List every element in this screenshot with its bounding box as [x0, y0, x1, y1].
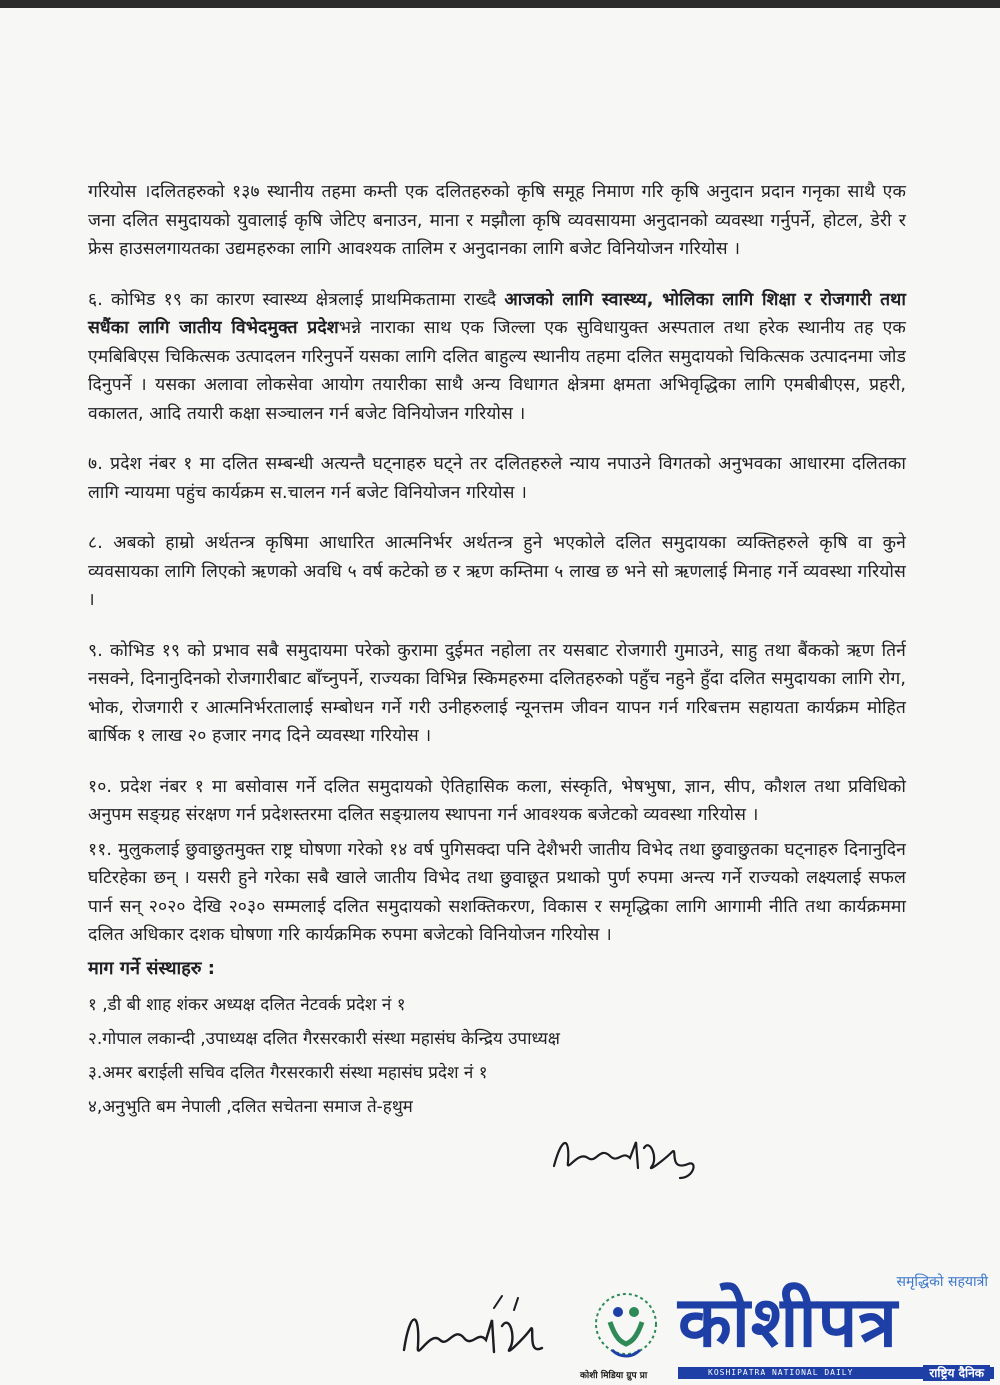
- handwritten-signature-top: [548, 1128, 708, 1184]
- signatory-item: ३.अमर बराईली सचिव दलित गैरसरकारी संस्था महासंघ प्रदेश नं १: [88, 1062, 488, 1083]
- paragraph-10: १०. प्रदेश नंबर १ मा बसोवास गर्ने दलित समुदायको ऐतिहासिक कला, संस्कृति, भेषभुषा, ज्ञान, सीप, कौशल तथा प्रविधिको अनुपम सङ्ग्रह संरक्षण गर्न प्रदेशस्तरमा दलित सङ्ग्रालय स्थापना गर्न आवश्यक बजेटको व्यवस्था गरियोस ।: [88, 776, 906, 825]
- paragraph-7: ७. प्रदेश नंबर १ मा दलित सम्बन्धी अत्यन्तै घट्नाहरु घट्ने तर दलितहरुले न्याय नपाउने विगतको अनुभवका आधारमा दलितका लागि न्यायमा पहुंच कार्यक्रम स.चालन गर्न बजेट विनियोजन गरियोस ।: [88, 454, 906, 503]
- signatory-item: ४,अनुभुति बम नेपाली ,दलित सचेतना समाज ते-हथुम: [88, 1096, 413, 1117]
- paragraph-continuation: गरियोस ।दलितहरुको १३७ स्थानीय तहमा कम्ती एक दलितहरुको कृषि समूह निमाण गरि कृषि अनुदान प्रदान गनृका साथै एक जना दलित समुदायको युवालाई कृषि जेटिए बनाउन, माना र मझौला कृषि व्यवसायमा अनुदानको व्यवस्था गर्नुपर्ने, होटल, डेरी र फ्रेस हाउसलगायतका उद्यमहरुका लागि आवश्यक तालिम र अनुदानका लागि बजेट विनियोजन गरियोस ।: [88, 182, 906, 259]
- document-body: [88, 178, 906, 1124]
- signatories-heading: माग गर्ने संस्थाहरु :: [88, 957, 215, 979]
- emblem-caption: कोशी मिडिया ग्रुप प्रा: [580, 1371, 648, 1381]
- newspaper-watermark: [580, 1268, 1000, 1385]
- paragraph-6-slogan: आजको लागि स्वास्थ्य, भोलिका लागि शिक्षा र रोजगारी तथा सधैंका लागि जातीय विभेदमुक्त प्रदेश: [88, 289, 906, 338]
- koshi-media-emblem-icon: [588, 1288, 664, 1368]
- brand-logo-text: कोशीपत्र: [678, 1281, 899, 1363]
- paragraph-11: ११. मुलुकलाई छुवाछुतमुक्त राष्ट्र घोषणा गरेको १४ वर्ष पुगिसक्दा पनि देशैभरी जातीय विभेद तथा छुवाछुतका घट्नाहरु दिनानुदिन घटिरहेका छन् । यसरी हुने गरेका सबै खाले जातीय विभेद तथा छुवाछूत प्रथाको पुर्ण रुपमा अन्त्य गर्ने राज्यको लक्ष्यलाई सफल पार्न सन् २०२० देखि २०३० सम्मलाई दलित समुदायको सशक्तिकरण, विकास र समृद्धिका लागि आगामी नीति तथा कार्यक्रममा दलित अधिकार दशक घोषणा गरि कार्यक्रमिक रुपमा बजेटको विनियोजन गरियोस ।: [88, 839, 906, 945]
- paragraph-6: [88, 286, 906, 429]
- signatory-item: १ ,डी बी शाह शंकर अध्यक्ष दलित नेटवर्क प्रदेश नं १: [88, 994, 406, 1015]
- paragraph-8: ८. अबको हाम्रो अर्थतन्त्र कृषिमा आधारित आत्मनिर्भर अर्थतन्त्र हुने भएकोले दलित समुदायका व्यक्तिहरुले कृषि वा कुने व्यवसायका लागि लिएको ऋणको अवधि ५ वर्ष कटेको छ र ऋण कम्तिमा ५ लाख छ भने सो ऋणलाई मिनाह गर्ने व्यवस्था गरियोस ।: [88, 533, 906, 610]
- brand-national-daily-tag: राष्ट्रिय दैनिक: [923, 1365, 990, 1381]
- brand-tagline: समृद्धिको सहयात्री: [896, 1274, 988, 1290]
- signatories-list: [88, 988, 906, 1124]
- scan-top-edge: [0, 0, 1000, 8]
- paragraph-6-intro: ६. कोभिड १९ का कारण स्वास्थ्य क्षेत्रलाई प्राथमिकतामा राख्दै: [88, 289, 505, 310]
- brand-english-name: KOSHIPATRA NATIONAL DAILY: [708, 1368, 854, 1377]
- paragraph-9: ९. कोभिड १९ को प्रभाव सबै समुदायमा परेको कुरामा दुईमत नहोला तर यसबाट रोजगारी गुमाउने, साहु तथा बैंकको ऋण तिर्न नसक्ने, दिनानुदिनको रोजगारीबाट बाँच्नुपर्ने, राज्यका विभिन्न स्किमहरुमा दलितहरुको पहुँच नहुने हुँदा दलित समुदायका लागि रोग, भोक, रोजगारी र आत्मनिर्भरतालाई सम्बोधन गर्ने गरी उनीहरुलाई न्यूनत्तम जीवन यापन गर्न गरिबत्तम सहायता कार्यक्रम मोहित बार्षिक १ लाख २० हजार नगद दिने व्यवस्था गरियोस ।: [88, 640, 906, 746]
- handwritten-signature-bottom: [398, 1290, 548, 1370]
- paragraph-6-rest: भन्ने नाराका साथ एक जिल्ला एक सुविधायुक्त अस्पताल तथा हरेक स्थानीय तह एक एमबिबिएस चिकित्सक उत्पादलन गरिनुपर्ने यसका लागि दलित बाहुल्य स्थानीय तहमा दलित समुदायको चिकित्सक उत्पादनमा जोड दिनुपर्ने । यसका अलावा लोकसेवा आयोग तयारीका साथै अन्य विधागत क्षेत्रमा क्षमता अभिवृद्धिका लागि एमबीबीएस, प्रहरी, वकालत, आदि तयारी कक्षा सञ्चालन गर्न बजेट विनियोजन गरियोस ।: [88, 318, 906, 424]
- signatory-item: २.गोपाल लकान्दी ,उपाध्यक्ष दलित गैरसरकारी संस्था महासंघ केन्द्रिय उपाध्यक्ष: [88, 1028, 560, 1049]
